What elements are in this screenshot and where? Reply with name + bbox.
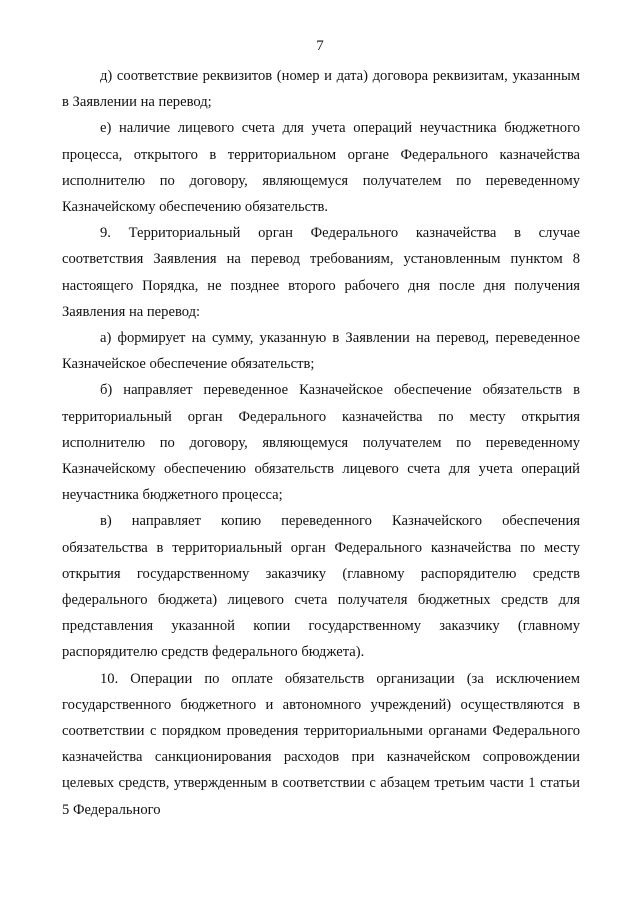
paragraph-10: 10. Операции по оплате обязательств организации (за исключением государственного бюджетного и автономного учреждений) осуществляются в соответствии с порядком проведения территориальными органами Федерального казначейства санкционирования расходов при казначейском сопровождении целевых средств, утвержденным в соответствии с абзацем третьим части 1 статьи 5 Федерального [62,670,580,818]
paragraph-9: 9. Территориальный орган Федерального казначейства в случае соответствия Заявления на перевод требованиям, установленным пунктом 8 настоящего Порядка, не позднее второго рабочего дня после дня получения Заявления на перевод: [62,225,580,320]
document-body [62,63,580,823]
paragraph-9a: а) формирует на сумму, указанную в Заявлении на перевод, переведенное Казначейское обеспечение обязательств; [62,330,580,373]
paragraph-9b: б) направляет переведенное Казначейское обеспечение обязательств в территориальный орган Федерального казначейства по месту открытия исполнителю по договору, являющемуся получателем по переведенному Казначейскому обеспечению обязательств лицевого счета для учета операций неучастника бюджетного процесса; [62,382,580,504]
paragraph-9v: в) направляет копию переведенного Казначейского обеспечения обязательства в территориальный орган Федерального казначейства по месту открытия государственному заказчику (главному распорядителю средств федерального бюджета) лицевого счета получателя бюджетных средств для представления указанной копии государственному заказчику (главному распорядителю средств федерального бюджета). [62,513,580,661]
paragraph-d: д) соответствие реквизитов (номер и дата) договора реквизитам, указанным в Заявлении на перевод; [62,68,580,111]
page-number: 7 [316,38,324,54]
paragraph-e: е) наличие лицевого счета для учета операций неучастника бюджетного процесса, открытого в территориальном органе Федерального казначейства исполнителю по договору, являющемуся получателем по переведенному Казначейскому обеспечению обязательств. [62,120,580,216]
